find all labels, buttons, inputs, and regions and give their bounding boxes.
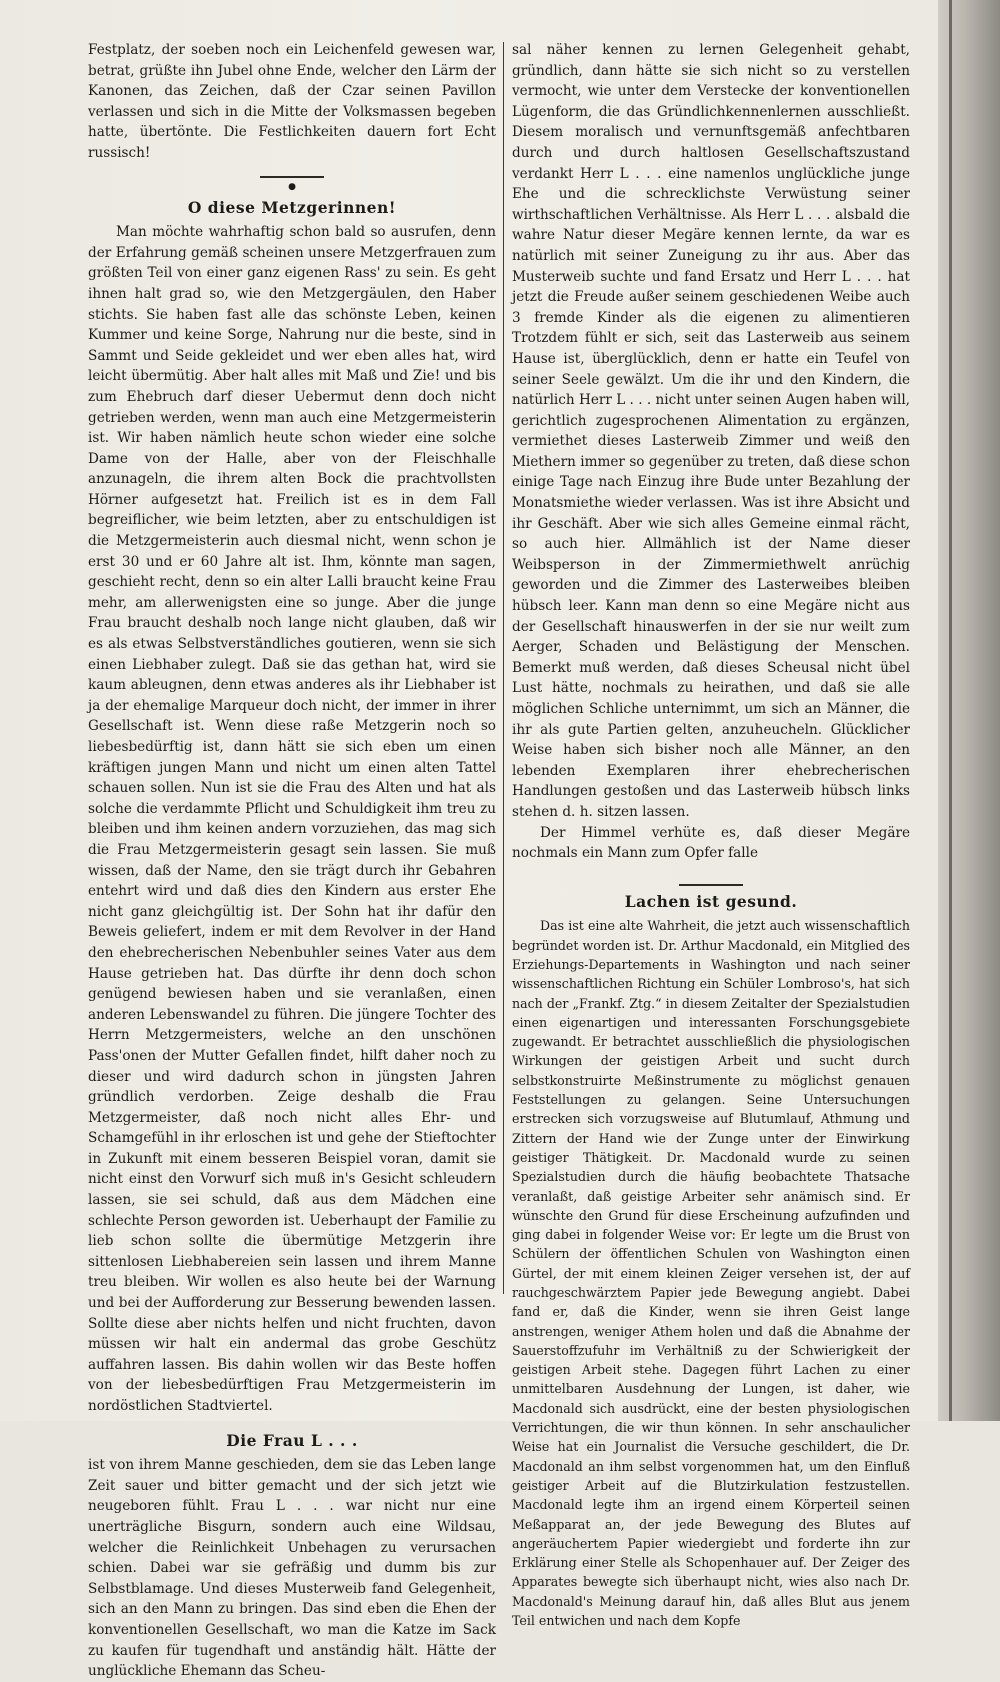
article-heading: Lachen ist gesund.	[624, 891, 798, 911]
column-divider	[503, 42, 504, 1294]
intro-paragraph: Festplatz, der soeben noch ein Leichenfeld gewesen war, betrat, grüßte ihn Jubel ohne Ende, welcher den Lärm der Kanonen, das Zeichen, daß der Czar seinen Pavillon verlassen und sich in die Mitte der Volksmassen begeben hatte, übertönte. Die Festlichkeiten dauern fort Echt russisch!	[88, 42, 496, 161]
article-heading: Die Frau L . . .	[226, 1430, 358, 1450]
article-heading: O diese Metzgerinnen!	[187, 197, 397, 217]
article-body: Man möchte wahrhaftig schon bald so ausrufen, denn der Erfahrung gemäß scheinen unsere Metzgerfrauen zum größten Teil von einer ganz eigenen Rass' zu sein. Es geht ihnen halt grad so, wie den Metzgergäulen, den Haber stichts. Sie haben fast alle das schönste Leben, keinen Kummer und keine Sorge, Nahrung nur die beste, sind in Sammt und Seide gekleidet und wer eben alles hat, wird leicht übermütig. Aber halt alles mit Maß und Zie! und bis zum Ehebruch darf dieser Uebermut denn doch nicht getrieben werden, wenn man auch eine Metzgermeisterin ist. Wir haben nämlich heute schon wieder eine solche Dame von der Halle, aber von der Fleischhalle anzunageln, die ihrem alten Bock die prachtvollsten Hörner aufgesetzt hat. Freilich ist es in dem Fall begreiflicher, wie beim letzten, aber zu entschuldigen ist die Metzgermeisterin auch diesmal nicht, wenn schon je erst 30 und er 60 Jahre alt ist. Ihm, könnte man sagen, geschieht recht, denn so ein alter Lalli braucht keine Frau mehr, am allerwenigsten eine so junge. Aber die junge Frau braucht deshalb noch lange nicht glauben, daß wir es als etwas Selbstverständliches goutieren, wenn sie sich einen Liebhaber zulegt. Daß sie das gethan hat, wird sie kaum ableugnen, denn etwas anderes als ihr Liebhaber ist ja der ehemalige Marqueur doch nicht, der immer in ihrer Gesellschaft ist. Wenn diese raße Metzgerin noch so liebesbedürftig ist, dann hätt sie sich eben um einen kräftigen jungen Mann und nicht um einen alten Tattel schauen sollen. Nun ist sie die Frau des Alten und hat als solche die verdammte Pflicht und Schuldigkeit ihm treu zu bleiben und ihm keinen andern vorzuziehen, das mag sich die Frau Metzgermeisterin gesagt sein lassen. Sie muß wissen, daß der Name, den sie trägt durch ihr Gebahren entehrt wird und daß dies den Kindern aus erster Ehe nicht ganz gleichgültig ist. Der Sohn hat ihr dafür den Beweis geliefert, indem er mit dem Revolver in der Hand den ehebrecherischen Nebenbuhler seines Vater aus dem Hause getrieben hat. Das dürfte ihr denn doch schon genügend bewiesen haben und sie veranlaßen, einen anderen Lebenswandel zu führen. Die jüngere Tochter des Herrn Metzgermeisters, welche an den unschönen Pass'onen der Mutter Gefallen findet, hilft daher noch zu dieser und wird dadurch schon in jüngsten Jahren gründlich verdorben. Zeige deshalb die Frau Metzgermeister, daß noch nicht alles Ehr- und Schamgefühl in ihr erloschen ist und gehe der Stieftochter in Zukunft mit einem besseren Beispiel voran, damit sie nicht einst den Vorwurf sich muß in's Gesicht schleudern lassen, sie sei schuld, daß aus dem Mädchen eine schlechte Person geworden ist. Ueberhaupt der Familie zu lieb schon sollte die übermütige Metzgerin ihre sittenlosen Liebhabereien sein lassen und ihrem Manne treu bleiben. Wir wollen es also heute bei der Warnung und bei der Aufforderung zur Besserung bewenden lassen. Sollte diese aber nichts helfen und nicht fruchten, davon müssen wir halt ein andermal das grobe Geschütz auffahren lassen. Bis dahin wollen wir das Beste hoffen von der liebesbedürftigen Frau Metzgermeisterin im nordöstlichen Stadtviertel.	[88, 224, 496, 1414]
right-column	[512, 40, 910, 1630]
separator-dot: ●	[288, 181, 296, 192]
article-body: Das ist eine alte Wahrheit, die jetzt auch wissenschaftlich begründet worden ist. Dr. Arthur Macdonald, ein Mitglied des Erziehungs-Departements in Washington und nach seiner wissenschaftlichen Richtung ein Schüler Lombroso's, hat sich nach der „Frankf. Ztg.“ in diesem Zeitalter der Spezialstudien einen eigenartigen und interessanten Forschungsgebiete zugewandt. Er betrachtet ausschließlich die physiologischen Wirkungen der geistigen Arbeit und sucht durch selbstkonstruirte Meßinstrumente zu möglichst genauen Feststellungen zu gelangen. Seine Untersuchungen erstrecken sich vorzugsweise auf Blutumlauf, Athmung und Zittern der Hand wie der Zunge unter der Einwirkung geistiger Thätigkeit. Dr. Macdonald wurde zu seinen Spezialstudien durch die häufig beobachtete Thatsache veranlaßt, daß geistige Arbeiter sehr anämisch sind. Er wünschte den Grund für diese Erscheinung aufzufinden und ging dabei in folgender Weise vor: Er legte um die Brust von Schülern der öffentlichen Schulen von Washington einen Gürtel, der mit einem kleinen Zeiger versehen ist, der auf rauchgeschwärztem Papier jede Bewegung angiebt. Dabei fand er, daß die Kinder, wenn sie ihren Geist lange anstrengen, weniger Athem holen und daß die Abnahme der Sauerstoffzufuhr im Verhältniß zu der Schwierigkeit der geistigen Arbeit stehe. Dagegen führt Lachen zu einer unmittelbaren Ausdehnung der Lungen, ist daher, wie Macdonald sich ausdrückt, eine der besten physiologischen Verrichtungen, die wir thun können. In sehr anschaulicher Weise hat ein Journalist die Versuche geschildert, die Dr. Macdonald an ihm selbst vorgenommen hat, um den Einfluß geistiger Arbeit auf die Blutzirkulation festzustellen. Macdonald legte ihm an irgend einem Körperteil seinen Meßapparat an, der jede Bewegung des Blutes auf angeräuchertem Papier wiedergiebt und forderte ihn zur Erklärung einer Stelle als Schopenhauer auf. Der Zeiger des Apparates bewegte sich überhaupt nicht, wies also nach Dr. Macdonald's Meinung darauf hin, daß alles Blut aus jenem Teil entwichen und nach dem Kopfe	[512, 918, 910, 1629]
page-edge-line	[949, 0, 952, 1421]
separator-rule	[260, 176, 324, 178]
page-edge-shadow	[938, 0, 1000, 1421]
separator-rule	[679, 884, 743, 886]
article-body: ist von ihrem Manne geschieden, dem sie das Leben lange Zeit sauer und bitter gemacht und der sich jetzt wie neugeboren fühlt. Frau L . . . war nicht nur eine unerträgliche Bisgurn, sondern auch eine Wildsau, welcher die Reinlichkeit Unbehagen zu verursachen schien. Dabei war sie gefräßig und dumm bis zur Selbstblamage. Und dieses Musterweib fand Gelegenheit, sich an den Mann zu bringen. Das sind eben die Ehen der konventionellen Gesellschaft, wo man die Katze im Sack zu kaufen für tugendhaft und anständig hält. Hätte der unglückliche Ehemann das Scheu-	[88, 1457, 496, 1680]
left-column	[88, 40, 496, 1682]
article-closing: Der Himmel verhüte es, daß dieser Megäre nochmals ein Mann zum Opfer falle	[512, 824, 910, 862]
article-body: sal näher kennen zu lernen Gelegenheit gehabt, gründlich, dann hätte sie sich nicht so zu verstellen vermocht, wie unter dem Verstecke der konventionellen Lügenform, die das Gründlichkennenlernen ausschließt. Diesem moralisch und vernunftsgemäß anfechtbaren durch und durch haltlosen Gesellschaftszustand verdankt Herr L . . . eine namenlos unglückliche junge Ehe und die schrecklichste Verwüstung seiner wirthschaftlichen Verhältnisse. Als Herr L . . . alsbald die wahre Natur dieser Megäre kennen lernte, da war es natürlich mit seiner Zuneigung zu ihr aus. Aber das Musterweib suchte und fand Ersatz und Herr L . . . hat jetzt die Freude außer seinem geschiedenen Weibe auch 3 fremde Kinder als die eigenen zu alimentieren Trotzdem fühlt er sich, seit das Lasterweib aus seinem Hause ist, überglücklich, denn er hatte ein Teufel von seiner Seele gewälzt. Um die ihr und den Kindern, die natürlich Herr L . . . nicht unter seinen Augen haben will, gerichtlich zugesprochenen Alimentation zu ergänzen, vermiethet dieses Lasterweib Zimmer und weiß den Miethern immer so gegenüber zu treten, daß diese schon einige Tage nach Einzug ihre Bude unter Bezahlung der Monatsmiethe wieder verlassen. Was ist ihre Absicht und ihr Geschäft. Aber wie sich alles Gemeine einmal rächt, so auch hier. Allmählich ist der Name dieser Weibsperson in der Zimmermiethwelt anrüchig geworden und die Zimmer des Lasterweibes bleiben hübsch leer. Kann man denn so eine Megäre nicht aus der Gesellschaft hinauswerfen in der sie nur weilt zum Aerger, Schaden und Belästigung der Menschen. Bemerkt muß werden, daß dieses Scheusal nicht übel Lust hätte, nochmals zu heirathen, und daß sie alle möglichen Schliche unternimmt, um sich an Männer, die ihr als gute Partien gelten, anzuheucheln. Glücklicher Weise haben sich bisher noch alle Männer, an den lebenden Exemplaren ihrer ehebrecherischen Handlungen gestoßen und das Lasterweib hübsch links stehen d. h. sitzen lassen.	[512, 42, 910, 820]
